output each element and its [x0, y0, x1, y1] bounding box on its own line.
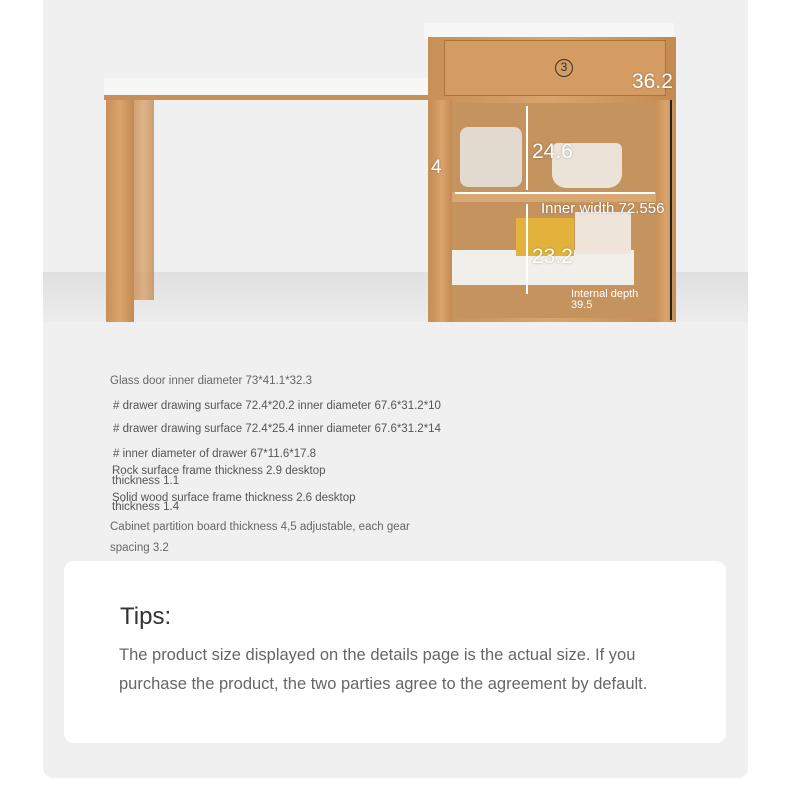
inner-width-arrow: [455, 192, 655, 194]
rice-cooker: [460, 127, 522, 187]
upper-height-arrow: [526, 106, 528, 190]
desk-leg: [106, 100, 134, 322]
spec-line: Solid wood surface frame thickness 2.6 desktop: [112, 492, 356, 504]
spec-line: # drawer drawing surface 72.4*20.2 inner diameter 67.6*31.2*10: [113, 400, 441, 412]
dim-depth-label: Internal depth: [571, 288, 639, 300]
dim-depth-value: 39.5: [571, 299, 593, 311]
desk-top: [104, 78, 434, 100]
spec-line: spacing 3.2: [110, 542, 169, 554]
dim-drawer-height: 36.2: [632, 70, 673, 93]
spec-line: Rock surface frame thickness 2.9 desktop: [112, 465, 326, 477]
tips-text: The product size displayed on the details page is the actual size. If you purchase the product, the two parties agree to the agreement by default.: [119, 646, 648, 693]
desk-leg-back: [134, 100, 154, 300]
spec-line: Glass door inner diameter 73*41.1*32.3: [110, 375, 313, 387]
spec-line: thickness 1.4: [112, 501, 180, 513]
spec-line: # drawer drawing surface 72.4*25.4 inner diameter 67.6*31.2*14: [113, 423, 441, 435]
spec-line: # inner diameter of drawer 67*11.6*17.8: [113, 448, 317, 460]
dim-lower-height: 23.2: [532, 245, 573, 268]
dim-upper-height: 24.6: [532, 140, 573, 163]
tips-box: [64, 561, 726, 743]
height-arrow-right: [670, 100, 672, 320]
drawer-badge: 3: [555, 59, 573, 77]
tips-title: Tips:: [120, 603, 172, 630]
dim-side: 4: [431, 157, 442, 178]
dim-inner-width: Inner width 72.556: [541, 200, 665, 217]
left-door: [432, 100, 452, 322]
food-package: [575, 212, 631, 254]
spec-line: thickness 1.1: [112, 475, 180, 487]
spec-line: Cabinet partition board thickness 4,5 adjustable, each gear: [110, 521, 410, 533]
lower-height-arrow: [526, 204, 528, 294]
